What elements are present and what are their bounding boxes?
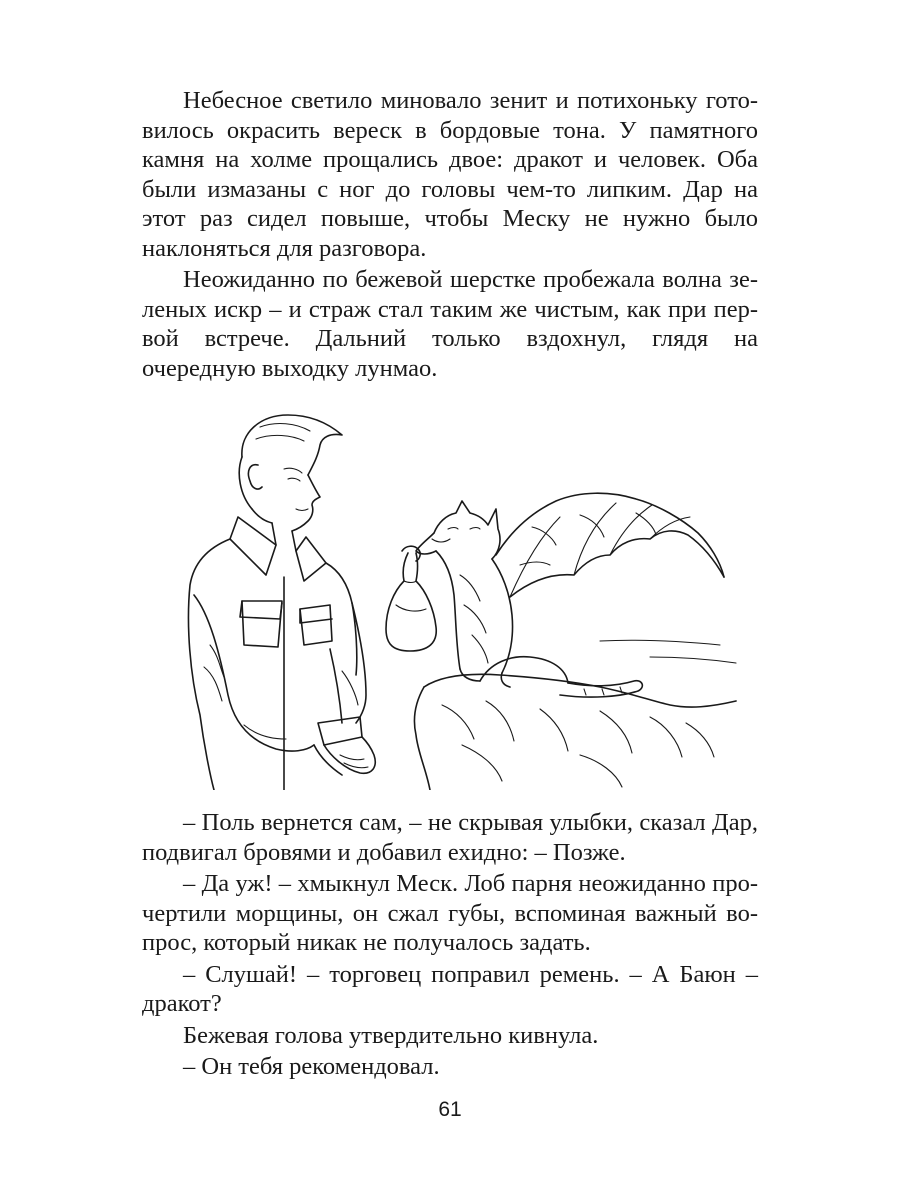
page-number: 61 xyxy=(438,1098,462,1121)
paragraph: – Да уж! – хмыкнул Меск. Лоб парня неожиданно прочертили морщины, он сжал губы, вспоминая важный вопрос, который никак не получалось задать. xyxy=(142,870,758,956)
paragraph: – Поль вернется сам, – не скрывая улыбки, сказал Дар, подвигал бровями и добавил ехидно: – Позже. xyxy=(142,809,758,866)
bag xyxy=(386,546,436,651)
paragraph: Неожиданно по бежевой шерстке пробежала волна зеленых искр – и страж стал таким же чистым, как при первой встрече. Дальний только вздохнул, глядя на очередную выходку лунмао. xyxy=(142,266,758,382)
paragraph: – Слушай! – торговец поправил ремень. – А Баюн – дракот? xyxy=(142,960,758,1017)
winged-cat xyxy=(416,493,724,697)
paragraph: – Он тебя рекомендовал. xyxy=(183,1053,440,1080)
text-block-bottom xyxy=(142,808,758,1082)
illustration-man-and-winged-cat xyxy=(180,405,740,790)
paragraph: Бежевая голова утвердительно кивнула. xyxy=(183,1021,599,1049)
paragraph: Небесное светило миновало зенит и потихоньку готовилось окрасить вереск в бордовые тона. У памятного камня на холме прощались двое: дракот и человек. Оба были измазаны с ног до головы чем-то липким. Дар на этот раз сидел повыше, чтобы Меску не нужно было наклоняться для разговора. xyxy=(142,87,758,262)
man-figure xyxy=(188,415,375,790)
rock xyxy=(414,640,736,790)
text-block-top xyxy=(142,86,758,383)
